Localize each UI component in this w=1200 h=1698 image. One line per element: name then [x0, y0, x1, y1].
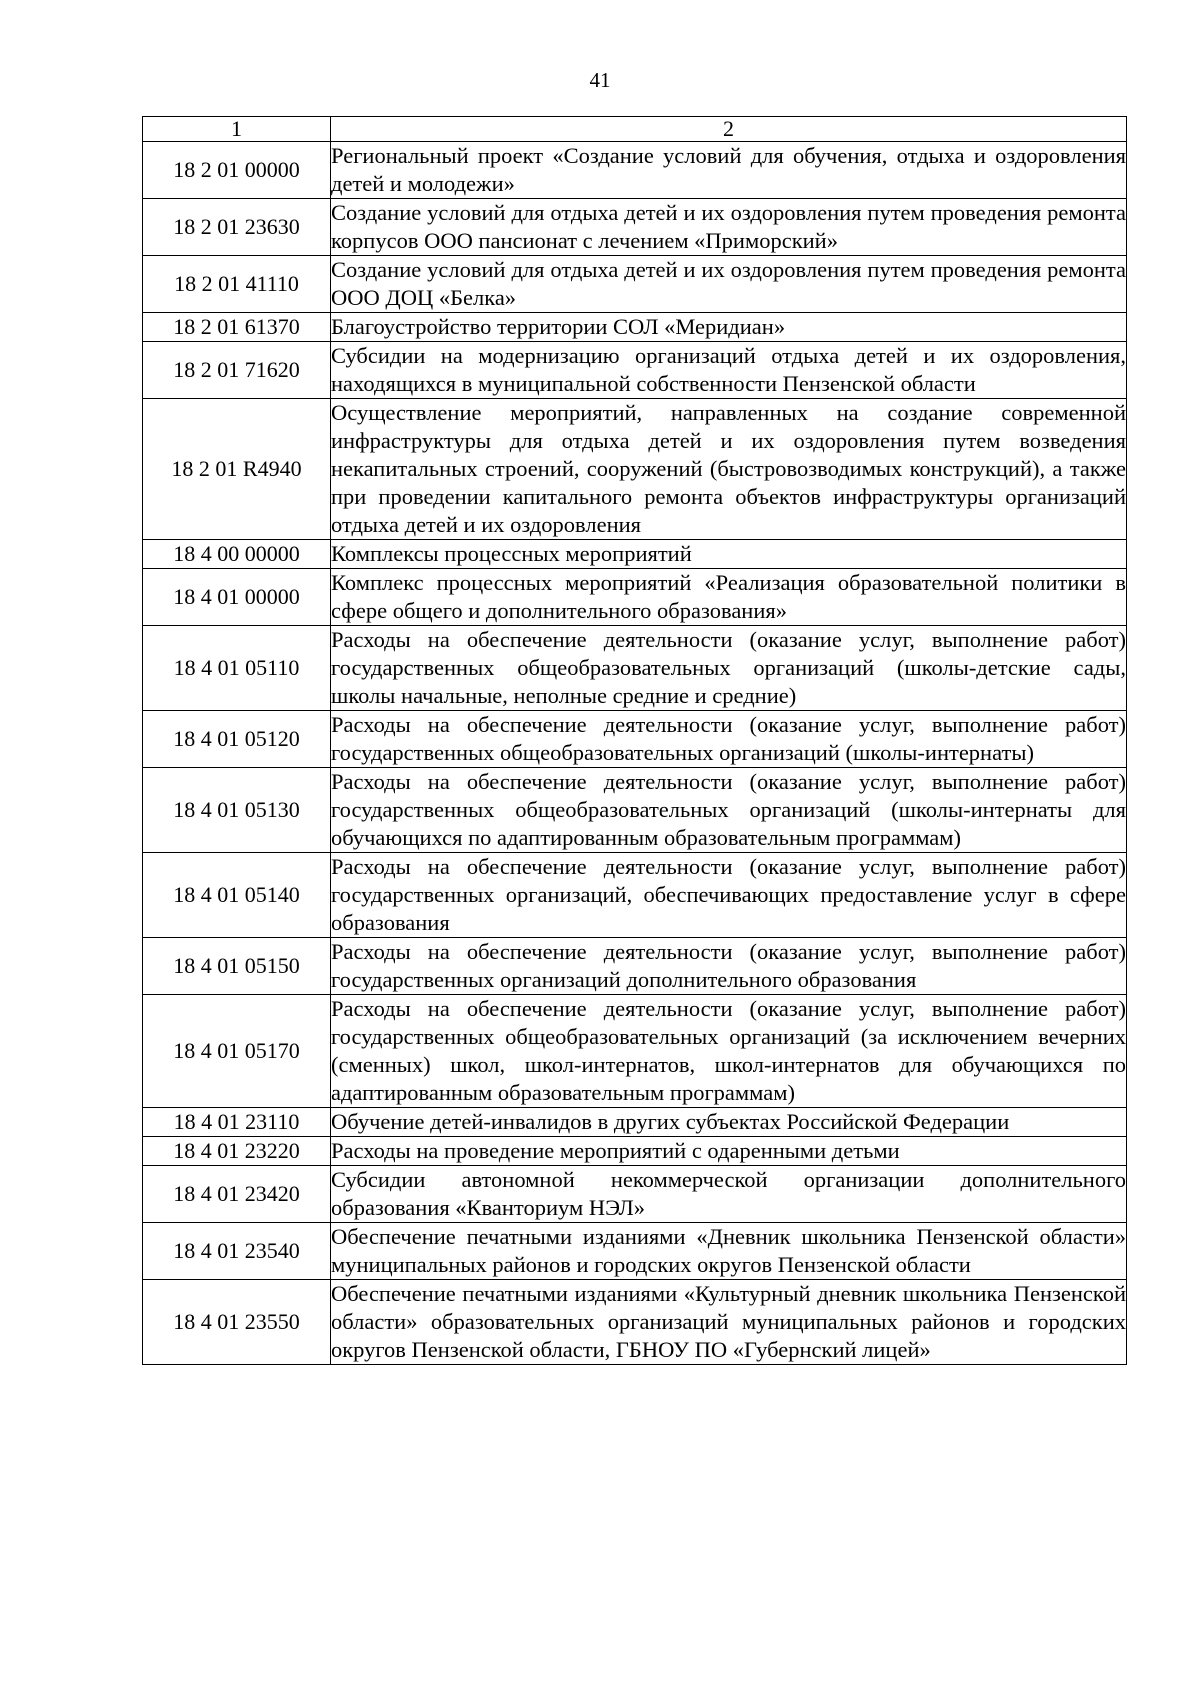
name-cell: Осуществление мероприятий, направленных на создание современной инфраструктуры для отдыха детей и их оздоровления путем возведения некапитальных строений, сооружений (быстровозводимых конструкций), а также при проведении капитального ремонта объектов инфраструктуры организаций отдыха детей и их оздоровления	[331, 399, 1127, 540]
name-cell: Расходы на обеспечение деятельности (оказание услуг, выполнение работ) государственных общеобразовательных организаций (школы-интернаты)	[331, 711, 1127, 768]
name-cell: Благоустройство территории СОЛ «Меридиан»	[331, 313, 1127, 342]
budget-classification-table	[142, 116, 1127, 1365]
code-cell: 18 2 01 71620	[143, 342, 331, 399]
page-number: 41	[589, 68, 611, 92]
table-header-row	[143, 117, 1127, 142]
table-row	[143, 995, 1127, 1108]
code-cell: 18 2 01 61370	[143, 313, 331, 342]
name-cell: Создание условий для отдыха детей и их оздоровления путем проведения ремонта ООО ДОЦ «Белка»	[331, 256, 1127, 313]
table-row	[143, 142, 1127, 199]
code-cell: 18 4 01 00000	[143, 569, 331, 626]
table-row	[143, 199, 1127, 256]
table-row	[143, 1166, 1127, 1223]
table-row	[143, 768, 1127, 853]
name-cell: Расходы на проведение мероприятий с одаренными детьми	[331, 1137, 1127, 1166]
name-cell: Расходы на обеспечение деятельности (оказание услуг, выполнение работ) государственных организаций, обеспечивающих предоставление услуг в сфере образования	[331, 853, 1127, 938]
code-cell: 18 4 01 05140	[143, 853, 331, 938]
name-cell: Расходы на обеспечение деятельности (оказание услуг, выполнение работ) государственных общеобразовательных организаций (школы-детские сады, школы начальные, неполные средние и средние)	[331, 626, 1127, 711]
table-row	[143, 1108, 1127, 1137]
table-body	[143, 142, 1127, 1365]
name-cell: Субсидии на модернизацию организаций отдыха детей и их оздоровления, находящихся в муниципальной собственности Пензенской области	[331, 342, 1127, 399]
code-cell: 18 2 01 23630	[143, 199, 331, 256]
code-cell: 18 4 01 05150	[143, 938, 331, 995]
code-cell: 18 2 01 00000	[143, 142, 331, 199]
code-cell: 18 2 01 R4940	[143, 399, 331, 540]
name-cell: Обеспечение печатными изданиями «Дневник школьника Пензенской области» муниципальных районов и городских округов Пензенской области	[331, 1223, 1127, 1280]
table-row	[143, 1280, 1127, 1365]
code-cell: 18 4 01 05130	[143, 768, 331, 853]
table-row	[143, 569, 1127, 626]
table-row	[143, 626, 1127, 711]
code-cell: 18 4 00 00000	[143, 540, 331, 569]
table-row	[143, 1223, 1127, 1280]
table-row	[143, 853, 1127, 938]
table-row	[143, 711, 1127, 768]
name-cell: Расходы на обеспечение деятельности (оказание услуг, выполнение работ) государственных организаций дополнительного образования	[331, 938, 1127, 995]
table-row	[143, 938, 1127, 995]
code-cell: 18 4 01 23420	[143, 1166, 331, 1223]
name-cell: Комплексы процессных мероприятий	[331, 540, 1127, 569]
name-cell: Региональный проект «Создание условий для обучения, отдыха и оздоровления детей и молодежи»	[331, 142, 1127, 199]
code-cell: 18 4 01 23110	[143, 1108, 331, 1137]
name-cell: Расходы на обеспечение деятельности (оказание услуг, выполнение работ) государственных общеобразовательных организаций (за исключением вечерних (сменных) школ, школ-интернатов, школ-интернатов для обучающихся по адаптированным образовательным программам)	[331, 995, 1127, 1108]
table-row	[143, 540, 1127, 569]
name-cell: Создание условий для отдыха детей и их оздоровления путем проведения ремонта корпусов ООО пансионат с лечением «Приморский»	[331, 199, 1127, 256]
code-cell: 18 4 01 23540	[143, 1223, 331, 1280]
code-cell: 18 4 01 05110	[143, 626, 331, 711]
table-row	[143, 342, 1127, 399]
table-row	[143, 313, 1127, 342]
name-cell: Обеспечение печатными изданиями «Культурный дневник школьника Пензенской области» образовательных организаций муниципальных районов и городских округов Пензенской области, ГБНОУ ПО «Губернский лицей»	[331, 1280, 1127, 1365]
table-row	[143, 1137, 1127, 1166]
code-cell: 18 2 01 41110	[143, 256, 331, 313]
name-cell: Субсидии автономной некоммерческой организации дополнительного образования «Кванториум НЭЛ»	[331, 1166, 1127, 1223]
table-row	[143, 399, 1127, 540]
code-cell: 18 4 01 05120	[143, 711, 331, 768]
name-cell: Обучение детей-инвалидов в других субъектах Российской Федерации	[331, 1108, 1127, 1137]
code-cell: 18 4 01 23550	[143, 1280, 331, 1365]
column-header-name: 2	[331, 117, 1127, 142]
column-header-code: 1	[143, 117, 331, 142]
code-cell: 18 4 01 05170	[143, 995, 331, 1108]
name-cell: Комплекс процессных мероприятий «Реализация образовательной политики в сфере общего и дополнительного образования»	[331, 569, 1127, 626]
name-cell: Расходы на обеспечение деятельности (оказание услуг, выполнение работ) государственных общеобразовательных организаций (школы-интернаты для обучающихся по адаптированным образовательным программам)	[331, 768, 1127, 853]
code-cell: 18 4 01 23220	[143, 1137, 331, 1166]
table-row	[143, 256, 1127, 313]
